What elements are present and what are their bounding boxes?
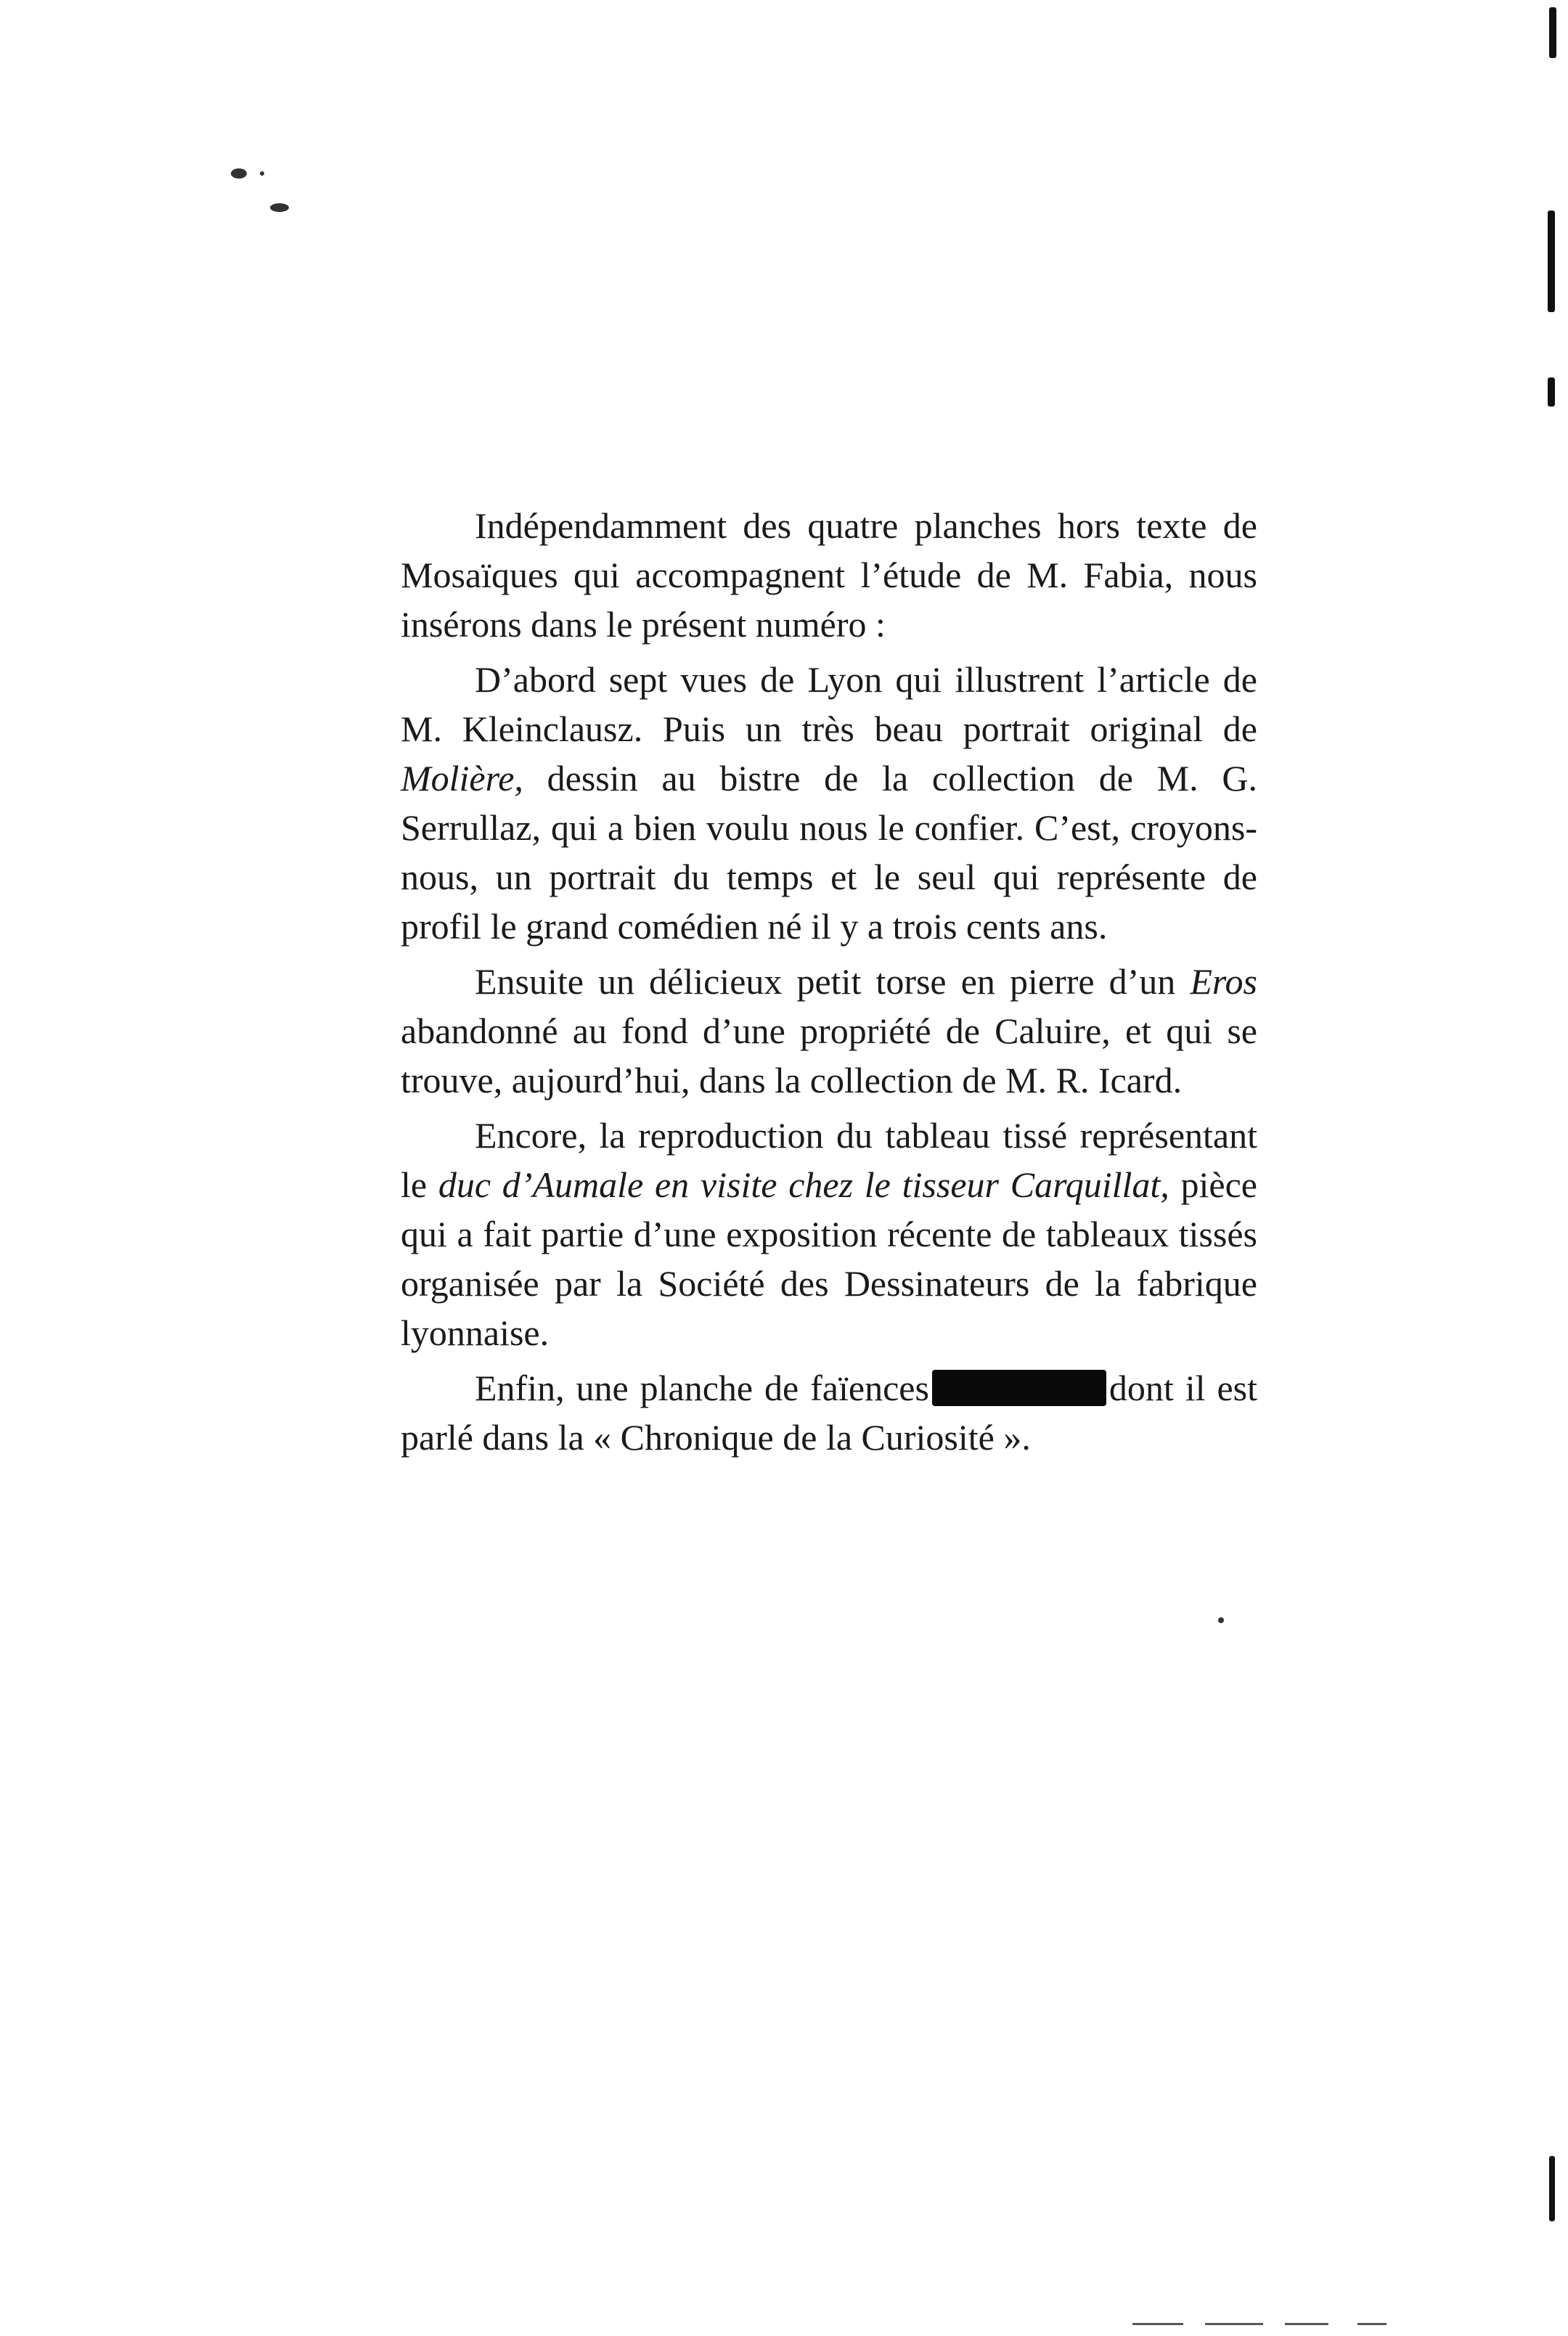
redaction-block: [932, 1370, 1106, 1406]
scan-bottom-rule-2: [1205, 2323, 1263, 2325]
body-text: [401, 501, 1257, 1468]
scan-mark-right-2: [1548, 377, 1555, 407]
scan-bottom-rule-1: [1132, 2323, 1183, 2325]
scan-mark-right-1: [1548, 211, 1555, 312]
paragraph-text: Indépendamment des quatre planches hors texte de Mosaïques qui accompagnent l’étude de M. Fabia, nous insérons dans le présent numéro :: [401, 505, 1257, 645]
paragraph-text: pièce qui a fait partie d’une exposition récente de tableaux tissés organisée par la Société des Dessinateurs de la fabrique lyonnaise.: [401, 1164, 1257, 1353]
scan-bottom-rule-4: [1357, 2323, 1387, 2325]
italic-text: duc d’Aumale en visite chez le tisseur Carquillat,: [438, 1164, 1169, 1205]
paragraph-text: Ensuite un délicieux petit torse en pierre d’un: [475, 961, 1191, 1002]
paragraph-text: D’abord sept vues de Lyon qui illustrent l’article de M. Kleinclausz. Puis un très beau portrait original de: [401, 659, 1257, 749]
paragraph-text: Encore, la reproduction du tableau tissé représentant le: [401, 1115, 1257, 1205]
scan-speck-top-left: [231, 168, 247, 179]
paragraph-text: Enfin, une planche de faïences: [475, 1368, 929, 1408]
paragraph-2: [401, 655, 1257, 951]
scan-speck-top-left-2: [270, 203, 289, 212]
paragraph-4: [401, 1111, 1257, 1357]
italic-text: Eros: [1190, 961, 1257, 1002]
paragraph-5: [401, 1363, 1257, 1462]
scan-bottom-rule-3: [1285, 2323, 1328, 2325]
scan-speck-1: [260, 171, 264, 176]
paragraph-1: [401, 501, 1257, 649]
scan-speck-2: [1218, 1617, 1224, 1623]
scan-mark-bottom-right: [1549, 2156, 1555, 2221]
paragraph-text: abandonné au fond d’une propriété de Caluire, et qui se trouve, aujourd’hui, dans la collection de M. R. Icard.: [401, 1010, 1257, 1100]
italic-text: Molière,: [401, 758, 523, 799]
paragraph-text: dont il est parlé dans la « Chronique de la Curiosité ».: [401, 1368, 1257, 1458]
paragraph-3: [401, 957, 1257, 1105]
paragraph-text: dessin au bistre de la collection de M. G. Serrullaz, qui a bien voulu nous le confier. C’est, croyons-nous, un portrait du temps et le seul qui représente de profil le grand comédien né il y a trois cents ans.: [401, 758, 1257, 947]
scan-mark-top-right: [1549, 7, 1556, 58]
